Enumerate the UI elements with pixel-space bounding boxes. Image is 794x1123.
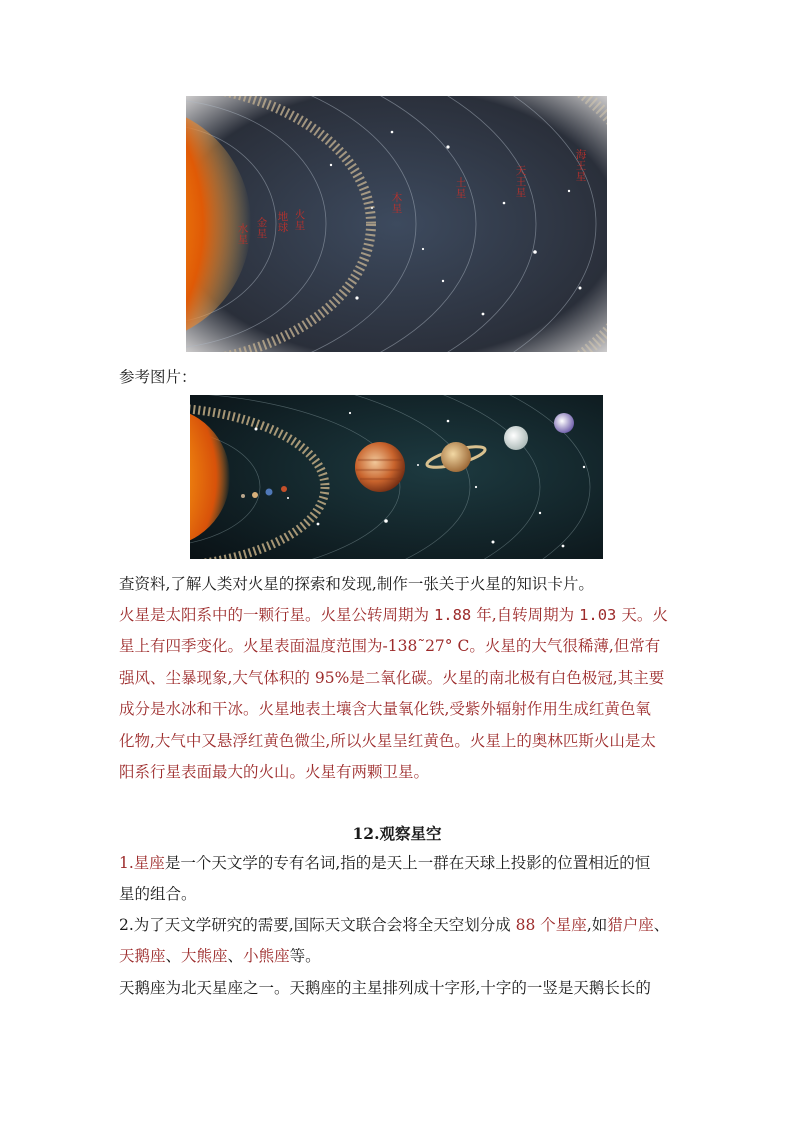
cygnus-description: 天鹅座为北天星座之一。天鹅座的主星排列成十字形,十字的一竖是天鹅长长的 <box>119 979 651 997</box>
planet-label-earth: 地球 <box>277 211 289 234</box>
separator: 、 <box>653 916 670 934</box>
planet-label-venus: 金星 <box>256 217 268 240</box>
mars-text-segment: 年,自转周期为 <box>471 606 580 624</box>
example-ursa-major: 大熊座 <box>181 947 228 965</box>
mars-text-line-4: 成分是水冰和干冰。火星地表土壤含大量氧化铁,受紫外辐射作用生成红黄色氧 <box>119 700 651 718</box>
count-text: 等。 <box>289 947 321 965</box>
definition-text: 是一个天文学的专有名词,指的是天上一群在天球上投影的位置相近的恒 <box>164 854 651 872</box>
constellation-count: 88 个星座 <box>515 916 587 934</box>
mars-text-line-1 <box>119 605 668 625</box>
example-cygnus: 天鹅座 <box>119 947 166 965</box>
planet-label-jupiter: 木星 <box>391 192 403 215</box>
mars-text-segment: 天。火 <box>616 606 668 624</box>
solar-system-reference-image <box>190 395 603 559</box>
planet-label-mercury: 水星 <box>237 223 249 246</box>
example-ursa-minor: 小熊座 <box>243 947 290 965</box>
planet-label-uranus: 天王星 <box>515 165 527 199</box>
mars-text-line-6: 阳系行星表面最大的火山。火星有两颗卫星。 <box>119 763 430 781</box>
figure-caption: 参考图片： <box>119 368 197 386</box>
separator: 、 <box>227 947 244 965</box>
count-text: 为了天文学研究的需要,国际天文联合会将全天空划分成 <box>133 916 516 934</box>
solar-system-diagram-art <box>186 96 607 352</box>
list-number: 2. <box>119 916 134 934</box>
count-text: ,如 <box>586 916 608 934</box>
section-title: 12.观察星空 <box>352 824 442 843</box>
mars-text-line-2: 星上有四季变化。火星表面温度范围为-138˜27° C。火星的大气很稀薄,但常有 <box>119 637 661 655</box>
solar-system-reference-art <box>190 395 603 559</box>
example-orion: 猎户座 <box>607 916 654 934</box>
planet-label-neptune: 海王星 <box>575 149 587 183</box>
rotation-period-value: 1.03 <box>579 606 617 624</box>
constellation-count-line-1 <box>119 915 669 935</box>
planet-label-saturn: 土星 <box>455 177 467 200</box>
solar-system-diagram-figure <box>186 96 607 352</box>
list-number: 1. <box>119 854 134 872</box>
term-constellation: 星座 <box>133 854 165 872</box>
mars-task-text: 查资料,了解人类对火星的探索和发现,制作一张关于火星的知识卡片。 <box>119 575 594 593</box>
orbital-period-value: 1.88 <box>433 606 472 624</box>
mars-text-line-3: 强风、尘暴现象,大气体积的 95%是二氧化碳。火星的南北极有白色极冠,其主要 <box>119 669 665 687</box>
planet-label-mars: 火星 <box>294 209 306 232</box>
mars-text-line-5: 化物,大气中又悬浮红黄色微尘,所以火星呈红黄色。火星上的奥林匹斯火山是太 <box>119 732 656 750</box>
separator: 、 <box>165 947 182 965</box>
mars-text-segment: 火星是太阳系中的一颗行星。火星公转周期为 <box>119 606 434 624</box>
constellation-definition-line-1 <box>119 853 650 873</box>
constellation-definition-line-2: 星的组合。 <box>119 885 197 903</box>
constellation-count-line-2 <box>119 946 321 966</box>
